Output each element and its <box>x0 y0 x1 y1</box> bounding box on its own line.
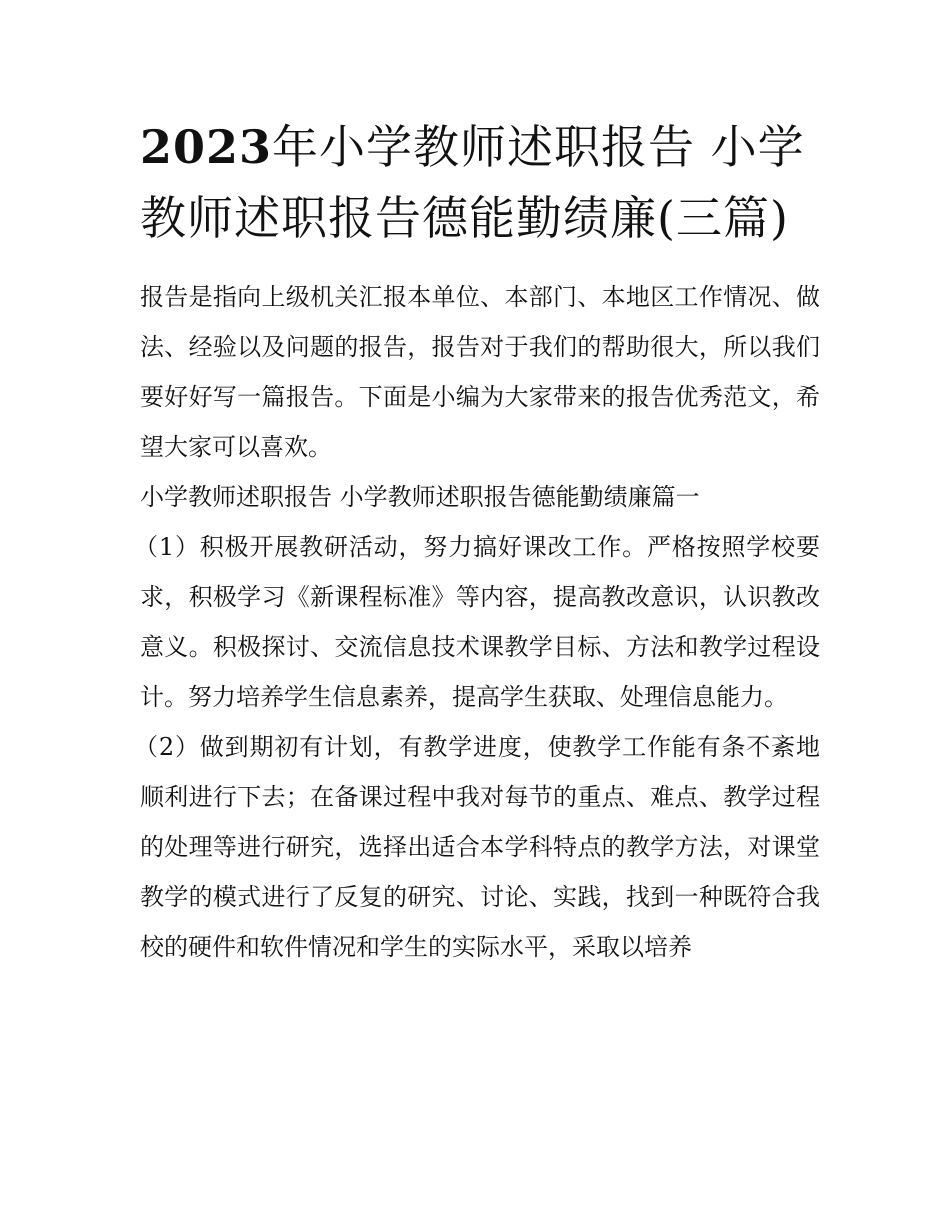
section-heading: 小学教师述职报告 小学教师述职报告德能勤绩廉篇一 <box>140 483 700 511</box>
document-page <box>134 112 820 972</box>
body-paragraph-1: （1）积极开展教研活动，努力搞好课改工作。严格按照学校要求，积极学习《新课程标准》等内容，提高教改意识，认识教改意义。积极探讨、交流信息技术课教学目标、方法和教学过程设计。努力培养学生信息素养，提高学生获取、处理信息能力。 <box>134 533 820 711</box>
body-paragraph-2: （2）做到期初有计划，有教学进度，使教学工作能有条不紊地顺利进行下去；在备课过程中我对每节的重点、难点、教学过程的处理等进行研究，选择出适合本学科特点的教学方法，对课堂教学的模式进行了反复的研究、讨论、实践，找到一种既符合我校的硬件和软件情况和学生的实际水平，采取以培养 <box>134 733 820 961</box>
title-text: 年小学教师述职报告 小学教师述职报告德能勤绩廉(三篇) <box>140 120 805 245</box>
document-title <box>140 112 820 254</box>
intro-paragraph: 报告是指向上级机关汇报本单位、本部门、本地区工作情况、做法、经验以及问题的报告，报告对于我们的帮助很大，所以我们要好好写一篇报告。下面是小编为大家带来的报告优秀范文，希望大家可以喜欢。 <box>140 283 820 461</box>
title-year: 2023 <box>140 120 273 174</box>
